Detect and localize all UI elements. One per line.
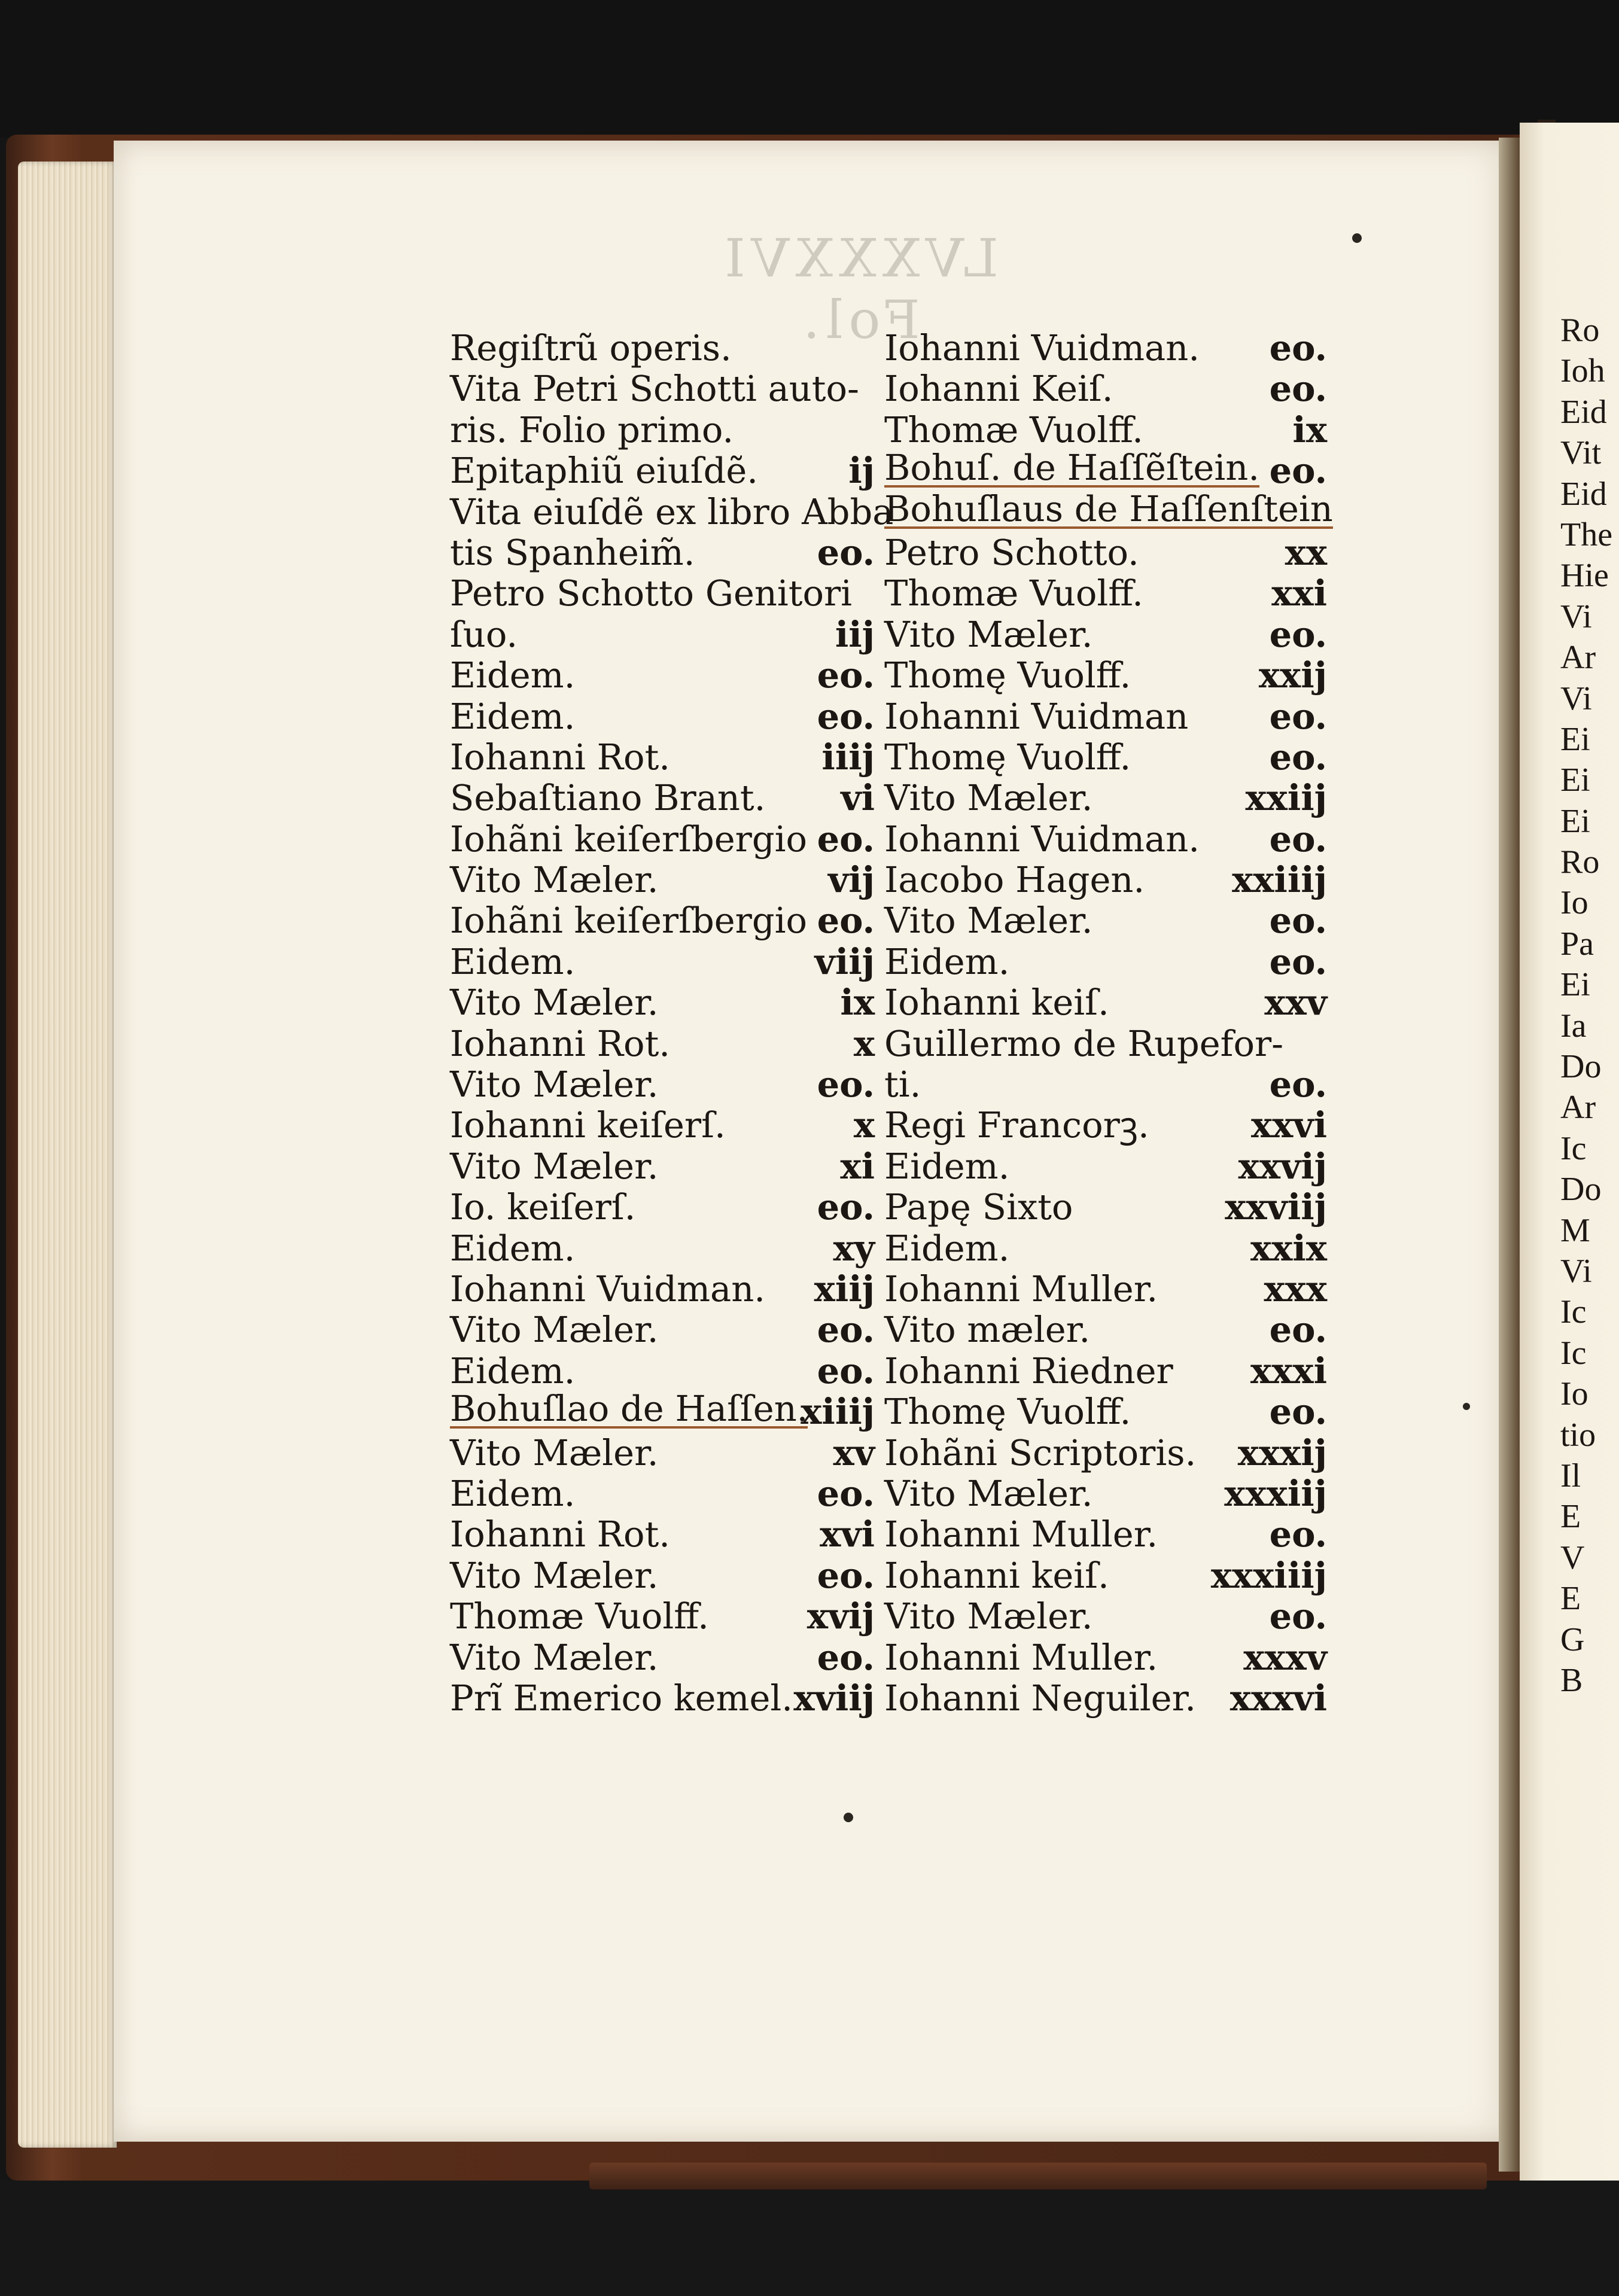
facing-page-fragment: Vi [1560,1252,1592,1290]
entry-name: Vito Mæler. [450,982,659,1024]
facing-page-fragment: Ar [1560,639,1596,677]
facing-page-fragment: Vi [1560,680,1592,717]
register-entry [450,1064,875,1105]
entry-folio: x [853,1022,875,1064]
entry-name: Vito Mæler. [884,777,1093,819]
entry-name: Iacobo Hagen. [884,859,1145,901]
running-head-showthrough: LVXXXVI Fol. [719,227,999,351]
register-entry [450,1596,875,1637]
register-entry [884,1555,1327,1596]
entry-folio: eo. [1269,1064,1327,1106]
register-entry [450,1310,875,1350]
register-entry [884,1351,1327,1391]
entry-folio: iiij [821,736,875,778]
background-bottom [0,2181,1619,2296]
register-entry [450,491,894,532]
register-entry [884,1269,1327,1310]
entry-folio: eo. [1269,736,1327,778]
register-entry [450,1228,875,1269]
entry-folio: xxiiij [1232,859,1327,901]
register-entry [450,1105,875,1146]
register-entry [450,369,875,409]
entry-folio: xv [833,1432,875,1473]
facing-page-fragment: Ic [1560,1129,1587,1167]
entry-name: Vito Mæler. [450,1064,659,1106]
entry-name: Thomę Vuolff. [884,736,1131,778]
entry-folio: eo. [817,695,875,737]
entry-name: Iohanni Muller. [884,1514,1158,1555]
register-entry [450,410,875,450]
entry-folio: eo. [1269,327,1327,369]
register-entry [450,328,875,369]
entry-folio: eo. [817,1472,875,1514]
entry-name: Iohãni Scriptoris. [884,1432,1197,1473]
register-entry [884,369,1327,409]
register-entry [884,819,1327,860]
entry-folio: xxxiij [1224,1472,1327,1514]
entry-name: Iohanni Muller. [884,1636,1158,1678]
entry-folio: eo. [817,1350,875,1391]
entry-folio: eo. [817,1554,875,1596]
facing-page-fragment: Ro [1560,312,1600,349]
facing-page-fragment: V [1560,1539,1585,1576]
register-entry [884,1391,1327,1432]
facing-page-fragment: B [1560,1661,1583,1699]
entry-name: ſuo. [450,613,518,655]
register-entry [884,1146,1327,1187]
register-entry [450,1269,875,1310]
register-entry [884,1228,1327,1269]
register-entry [884,614,1327,655]
entry-name: Iohanni Riedner [884,1350,1173,1391]
entry-folio: xxiij [1245,777,1327,819]
entry-name: Vito Mæler. [884,613,1093,655]
facing-page-fragment: Il [1560,1457,1581,1494]
facing-page-fragment: Do [1560,1171,1602,1208]
register-entry [884,532,1327,573]
entry-name: Vita eiuſdẽ ex libro Abba [450,491,894,532]
entry-name: Prĩ Emerico kemel. [450,1677,793,1719]
entry-name: Iohanni Keiſ. [884,368,1113,410]
facing-page-fragment: Vit [1560,434,1602,472]
entry-folio: xxxiiij [1210,1554,1327,1596]
entry-name: Vito Mæler. [450,1636,659,1678]
entry-folio: eo. [1269,818,1327,860]
entry-name: tis Spanheim̃. [450,531,695,573]
register-entry [450,778,875,818]
facing-page-fragment: tio [1560,1416,1596,1454]
entry-folio: xxv [1264,982,1327,1024]
entry-name: Vito Mæler. [450,1554,659,1596]
register-entry [884,573,1327,614]
entry-name: Eidem. [450,940,576,982]
facing-page-fragment: G [1560,1621,1585,1658]
register-entry [884,1310,1327,1350]
entry-folio: eo. [817,818,875,860]
entry-name: Regi Francorꝫ. [884,1104,1149,1146]
entry-folio: xxvij [1238,1145,1327,1187]
register-entry [450,1637,875,1678]
entry-folio: eo. [1269,450,1327,492]
entry-folio: ix [1292,409,1327,450]
entry-folio: xxvi [1250,1104,1327,1146]
entry-name: Vito Mæler. [884,900,1093,942]
entry-folio: eo. [817,1309,875,1351]
entry-folio: xxviij [1225,1186,1327,1228]
facing-page-fragment: Ei [1560,762,1590,799]
entry-folio: vi [841,777,875,819]
entry-folio: eo. [817,1064,875,1106]
entry-folio: xxxvi [1230,1677,1327,1719]
register-entry [884,942,1327,982]
register-entry [884,1473,1327,1514]
register-entry [450,982,875,1023]
register-entry [450,819,875,860]
entry-name: Iohanni Rot. [450,736,671,778]
entry-folio: eo. [817,1636,875,1678]
facing-page-fragment: Eid [1560,393,1607,431]
facing-page-fragment: Ei [1560,802,1590,840]
ink-spot [1352,233,1362,243]
entry-name: Vito Mæler. [450,1145,659,1187]
register-entry [884,982,1327,1023]
entry-name: Vito Mæler. [450,1309,659,1351]
entry-name: ris. Folio primo. [450,409,734,450]
register-entry [884,447,1327,492]
register-entry [450,1555,875,1596]
entry-name: Thomę Vuolff. [884,1391,1131,1433]
register-entry [450,655,875,696]
register-entry [884,488,1333,532]
ink-spot [844,1813,853,1822]
entry-name: Eidem. [450,1472,576,1514]
entry-folio: eo. [1269,368,1327,410]
entry-folio: eo. [817,900,875,942]
entry-folio: xiij [814,1268,875,1310]
register-entry [450,614,875,655]
facing-page-fragment: Vi [1560,598,1592,635]
entry-folio: eo. [1269,1309,1327,1351]
entry-name: Vito Mæler. [450,1432,659,1473]
register-entry [884,860,1327,900]
entry-folio: eo. [817,654,875,696]
entry-name: Iohanni Vuidman. [450,1268,765,1310]
facing-page-fragment: Ro [1560,844,1600,881]
register-right-column [884,327,1333,1719]
entry-name: Vito Mæler. [884,1472,1093,1514]
entry-folio: eo. [817,531,875,573]
register-entry [450,1146,875,1187]
register-entry [884,1105,1327,1146]
register-entry [884,1596,1327,1637]
entry-folio: eo. [1269,1595,1327,1637]
register-entry [450,532,875,573]
entry-folio: eo. [1269,1391,1327,1433]
entry-name: Bohuſlaus de Haſſenſtein [884,488,1333,529]
register-entry [450,1351,875,1391]
facing-page-fragment: Ioh [1560,352,1605,390]
facing-page-fragment: The [1560,516,1613,553]
entry-name: Guillermo de Rupefor- [884,1022,1284,1064]
entry-folio: xvi [820,1514,875,1555]
entry-name: Vito Mæler. [450,859,659,901]
register-entry [884,1678,1327,1719]
entry-name: Iohanni keiſ. [884,1554,1109,1596]
entry-folio: vij [827,859,875,901]
register-entry [450,1473,875,1514]
entry-name: Iohanni Neguiler. [884,1677,1197,1719]
register-entry [450,942,875,982]
facing-page-fragment: Ic [1560,1293,1587,1331]
entry-name: Petro Schotto. [884,531,1139,573]
entry-name: Iohanni Vuidman. [884,818,1200,860]
register-entry [450,1514,875,1555]
entry-folio: xxi [1271,573,1327,614]
facing-page-fragment: Hie [1560,557,1609,595]
register-entry [884,1064,1327,1105]
facing-page-fragment: Ic [1560,1334,1587,1372]
register-entry [450,1388,875,1433]
entry-name: Io. keiſerſ. [450,1186,636,1228]
entry-name: Papę Sixto [884,1186,1073,1228]
entry-folio: xxix [1250,1227,1327,1269]
entry-folio: xxij [1258,654,1327,696]
register-entry [884,737,1327,778]
entry-folio: eo. [817,1186,875,1228]
facing-page-fragment: Io [1560,1375,1588,1413]
facing-page-fragment: Ei [1560,720,1590,758]
register-entry [884,900,1327,941]
bottom-cover-edge [589,2163,1487,2190]
facing-page-fragment: Ei [1560,966,1590,1004]
entry-folio: xxxv [1243,1636,1327,1678]
entry-folio: eo. [1269,613,1327,655]
entry-name: Eidem. [884,1227,1010,1269]
facing-page-fragment: Ar [1560,1089,1596,1126]
ink-spot [1463,1403,1470,1410]
entry-folio: eo. [1269,940,1327,982]
register-entry [884,778,1327,818]
entry-folio: viij [814,940,875,982]
entry-name: Iohanni Vuidman [884,695,1189,737]
entry-name: Thomæ Vuolff. [884,573,1143,614]
entry-folio: xiiij [801,1391,875,1433]
entry-name: Epitaphiũ eiuſdẽ. [450,450,759,492]
register-entry [884,696,1327,737]
entry-name: Vito Mæler. [884,1595,1093,1637]
register-entry [884,410,1327,450]
entry-name: ti. [884,1064,921,1106]
entry-folio: xxx [1264,1268,1327,1310]
register-entry [450,573,875,614]
entry-name: Iohanni Muller. [884,1268,1158,1310]
register-entry [450,1433,875,1473]
entry-name: Eidem. [450,1350,576,1391]
entry-folio: xy [833,1227,875,1269]
facing-page-fragment: E [1560,1580,1581,1618]
register-entry [884,1514,1327,1555]
entry-name: Iohãni keiſerſbergio [450,818,808,860]
entry-name: Eidem. [884,1145,1010,1187]
register-entry [884,1024,1327,1064]
register-entry [884,328,1327,369]
entry-folio: eo. [1269,695,1327,737]
facing-page-fragment: Do [1560,1048,1602,1086]
register-entry [450,860,875,900]
facing-page-fragment: Eid [1560,475,1607,513]
entry-folio: xxxij [1237,1432,1327,1473]
register-entry [450,1678,875,1719]
entry-name: Eidem. [450,695,576,737]
entry-name: Vita Petri Schotti auto- [450,368,859,410]
entry-name: Bohuſlao de Haſſen. [450,1388,808,1430]
register-entry [884,1433,1327,1473]
background-top [0,0,1619,138]
entry-name: Iohanni keiſerſ. [450,1104,726,1146]
register-entry [450,696,875,737]
entry-name: Thomæ Vuolff. [450,1595,709,1637]
entry-name: Thomę Vuolff. [884,654,1131,696]
entry-folio: x [853,1104,875,1146]
entry-name: Thomæ Vuolff. [884,409,1143,450]
page-edges [18,162,117,2148]
entry-name: Eidem. [884,940,1010,982]
register-entry [450,900,875,941]
facing-page-fragment: E [1560,1498,1581,1536]
entry-name: Bohuſ. de Haſſẽſtein. [884,447,1259,489]
entry-name: Petro Schotto Genitori [450,573,853,614]
register-entry [884,655,1327,696]
entry-name: Iohanni keiſ. [884,982,1109,1024]
register-entry [884,1187,1327,1228]
entry-name: Vito mæler. [884,1309,1091,1351]
entry-folio: eo. [1269,900,1327,942]
entry-name: Eidem. [450,1227,576,1269]
entry-folio: xvij [807,1595,875,1637]
facing-page-fragment: Ia [1560,1007,1587,1045]
entry-name: Iohanni Rot. [450,1514,671,1555]
register-entry [450,1187,875,1228]
entry-folio: iij [835,613,875,655]
entry-folio: ij [848,450,875,492]
register-left-column [450,327,894,1719]
entry-name: Regiſtrũ operis. [450,327,732,369]
entry-folio: ix [840,982,875,1024]
entry-folio: xxxi [1250,1350,1327,1391]
entry-folio: eo. [1269,1514,1327,1555]
entry-name: Iohanni Vuidman. [884,327,1200,369]
register-entry [450,737,875,778]
entry-name: Iohanni Rot. [450,1022,671,1064]
facing-page-fragment: M [1560,1211,1590,1249]
entry-folio: xx [1285,531,1327,573]
register-entry [450,1024,875,1064]
register-entry [884,1637,1327,1678]
facing-page-fragment: Pa [1560,925,1594,963]
entry-name: Eidem. [450,654,576,696]
entry-name: Sebaſtiano Brant. [450,777,766,819]
entry-name: Iohãni keiſerſbergio [450,900,808,942]
entry-folio: xviij [793,1677,875,1719]
register-entry [450,450,875,491]
facing-page-fragment: Io [1560,884,1588,922]
entry-folio: xi [840,1145,875,1187]
facing-page-text [1560,310,1619,1701]
